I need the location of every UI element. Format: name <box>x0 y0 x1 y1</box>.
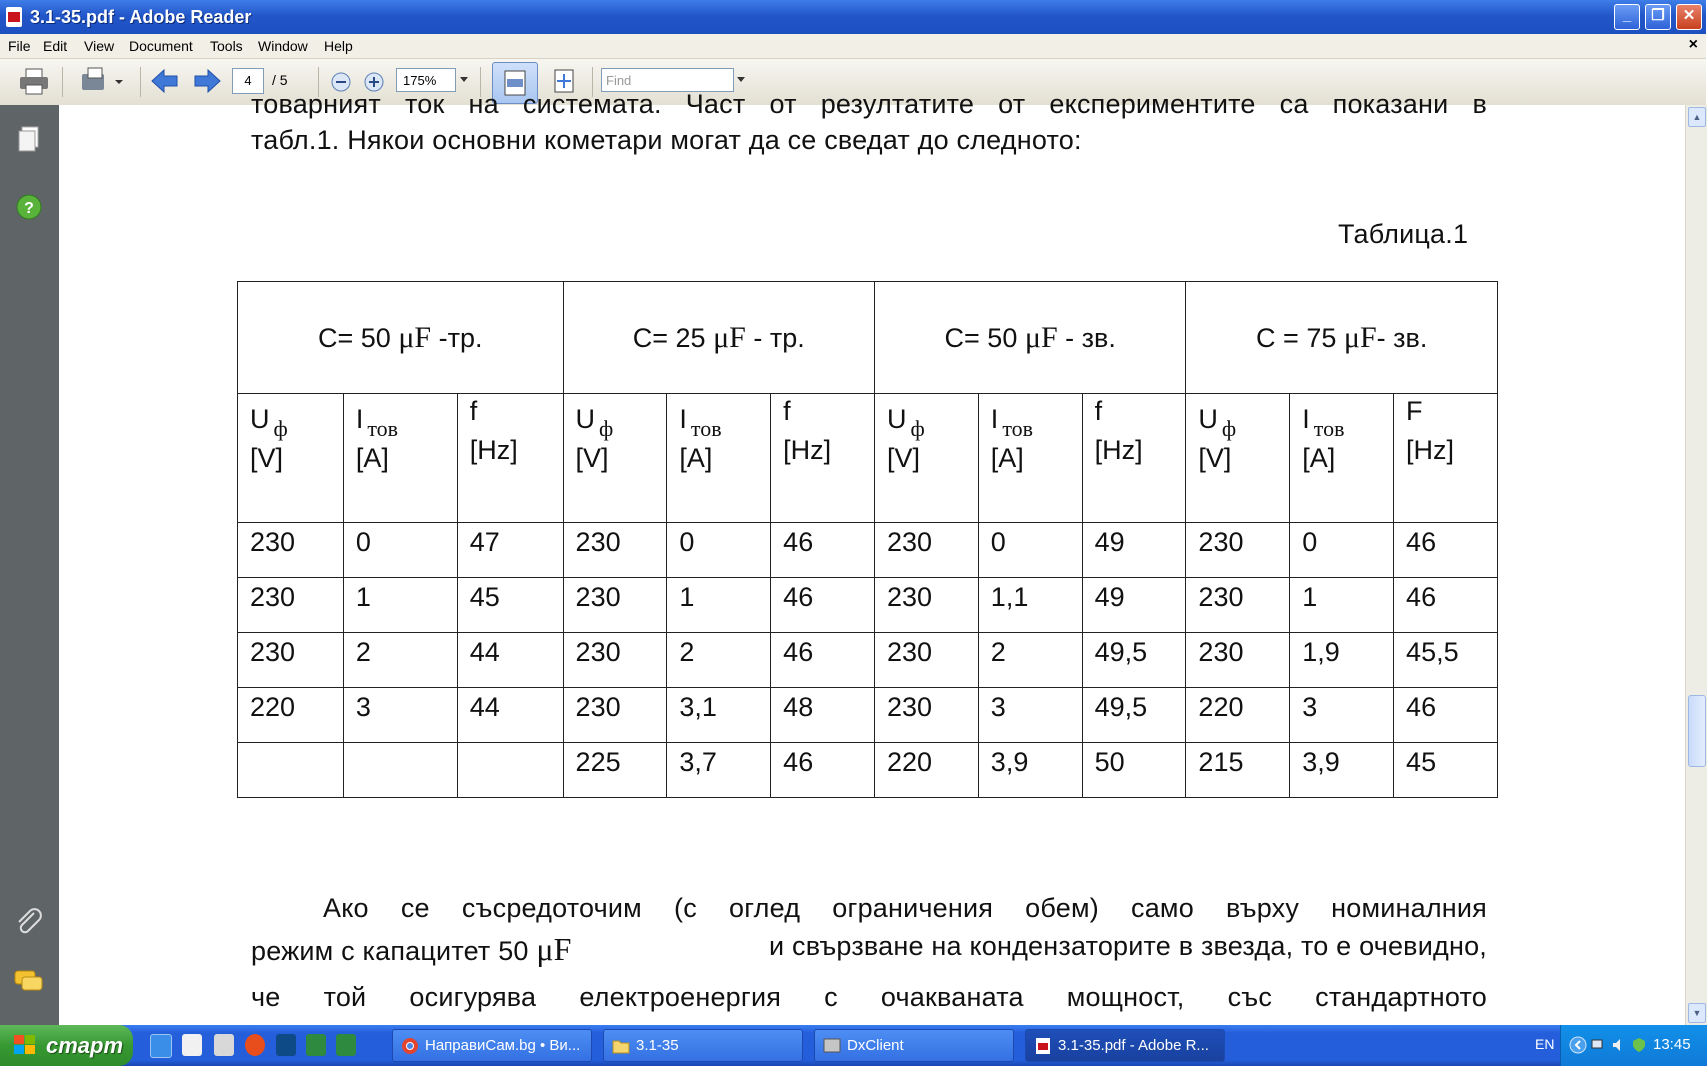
subheader-cell: I $_{тов}$ [A] <box>1290 394 1394 523</box>
table-cell: 230 <box>1186 523 1290 578</box>
table-cell: 3 <box>1290 688 1394 743</box>
table-cell: 230 <box>874 578 978 633</box>
table-cell: 46 <box>1394 688 1498 743</box>
table-row <box>238 743 1498 798</box>
scrollbar-thumb[interactable] <box>1688 695 1706 767</box>
subheader-cell: I $_{тов}$ [A] <box>343 394 457 523</box>
paragraph-line-1: Ако се съсредоточим (с оглед ограничения обем) само върху номиналния <box>323 893 1487 923</box>
menu-bar <box>0 34 1706 59</box>
table-row <box>238 523 1498 578</box>
previous-page-icon[interactable] <box>150 67 180 95</box>
taskbar-item-folder[interactable] <box>603 1029 803 1062</box>
menu-window[interactable]: Window <box>258 38 308 54</box>
folder-icon <box>612 1037 630 1055</box>
table-cell: 230 <box>1186 578 1290 633</box>
table-cell: 230 <box>238 633 344 688</box>
scroll-down-button[interactable]: ▼ <box>1688 1003 1706 1023</box>
table-cell: 1 <box>667 578 771 633</box>
subheader-cell: f [Hz] <box>1082 394 1186 523</box>
page-number-input[interactable]: 4 <box>232 68 264 94</box>
pages-icon[interactable] <box>16 125 42 155</box>
paragraph-line-2-start: режим с капацитет 50 μF <box>251 931 572 967</box>
vertical-scrollbar[interactable] <box>1685 105 1707 1025</box>
table-cell: 0 <box>343 523 457 578</box>
table-row <box>238 633 1498 688</box>
table-cell: 45,5 <box>1394 633 1498 688</box>
table-cell: 2 <box>978 633 1082 688</box>
title-bar <box>0 0 1706 34</box>
table-cell: 3,9 <box>978 743 1082 798</box>
table-group-header-row <box>238 282 1498 394</box>
table-cell: 230 <box>874 523 978 578</box>
table-cell: 44 <box>457 688 563 743</box>
table-cell: 46 <box>771 523 875 578</box>
table-cell: 230 <box>238 578 344 633</box>
table-cell: 2 <box>343 633 457 688</box>
subheader-cell: f [Hz] <box>457 394 563 523</box>
document-close-button[interactable]: × <box>1688 36 1698 53</box>
document-view[interactable] <box>59 89 1685 1025</box>
print-icon[interactable] <box>18 67 50 97</box>
table-cell: 44 <box>457 633 563 688</box>
taskbar <box>0 1025 1706 1066</box>
table-cell: 50 <box>1082 743 1186 798</box>
table-cell: 215 <box>1186 743 1290 798</box>
taskbar-item-label: 3.1-35.pdf - Adobe R... <box>1058 1037 1209 1054</box>
table-cell: 220 <box>238 688 344 743</box>
table-cell: 46 <box>771 578 875 633</box>
table-cell: 46 <box>1394 523 1498 578</box>
volume-icon[interactable] <box>1611 1037 1627 1053</box>
scroll-up-button[interactable]: ▲ <box>1688 107 1706 127</box>
table-cell: 47 <box>457 523 563 578</box>
paragraph-line-3: че той осигурява електроенергия с очакваната мощност, със стандартното <box>251 982 1487 1012</box>
chrome-icon <box>401 1037 419 1055</box>
page-total: / 5 <box>272 72 288 88</box>
restore-button[interactable]: ❐ <box>1645 4 1671 30</box>
table-cell: 45 <box>1394 743 1498 798</box>
paragraph-line-2-end: и свързване на кондензаторите в звезда, то е очевидно, <box>769 931 1487 961</box>
table-cell: 230 <box>238 523 344 578</box>
table-caption: Таблица.1 <box>1338 219 1469 249</box>
zoom-level-select[interactable]: 175% <box>396 68 456 92</box>
table-cell: 3,7 <box>667 743 771 798</box>
system-tray <box>1560 1025 1707 1066</box>
table-cell: 3 <box>978 688 1082 743</box>
table-cell: 0 <box>978 523 1082 578</box>
table-cell: 230 <box>563 523 667 578</box>
group-header: C= 50 μF -тр. <box>238 282 564 394</box>
table-cell: 230 <box>563 688 667 743</box>
taskbar-item-label: 3.1-35 <box>636 1037 679 1054</box>
table-subheader-row <box>238 394 1498 523</box>
table-cell: 230 <box>1186 633 1290 688</box>
table-cell: 230 <box>563 633 667 688</box>
zoom-dropdown-icon[interactable] <box>459 76 469 84</box>
find-input[interactable]: Find <box>601 68 734 92</box>
excel-icon[interactable] <box>336 1034 356 1056</box>
table-cell: 220 <box>1186 688 1290 743</box>
pdf-icon <box>1034 1037 1052 1055</box>
document-line-top: товарният ток на системата. Част от резултатите от експериментите са показани в <box>251 89 1487 119</box>
subheader-cell: U $_ф$ [V] <box>874 394 978 523</box>
menu-help[interactable]: Help <box>324 38 353 54</box>
security-icon[interactable] <box>1631 1037 1647 1053</box>
subheader-cell: U $_ф$ [V] <box>563 394 667 523</box>
table-cell: 46 <box>771 633 875 688</box>
table-cell: 48 <box>771 688 875 743</box>
table-cell: 45 <box>457 578 563 633</box>
group-header: C= 25 μF - тр. <box>563 282 874 394</box>
find-dropdown-icon[interactable] <box>736 76 746 84</box>
start-button[interactable] <box>0 1025 133 1066</box>
menu-document[interactable]: Document <box>129 38 193 54</box>
attachments-icon[interactable] <box>14 907 44 937</box>
window-title: 3.1-35.pdf - Adobe Reader <box>30 7 252 27</box>
table-cell: 230 <box>874 688 978 743</box>
subheader-cell: f [Hz] <box>771 394 875 523</box>
table-cell: 3,1 <box>667 688 771 743</box>
table-cell: 1 <box>343 578 457 633</box>
table-cell: 49,5 <box>1082 633 1186 688</box>
ie-icon[interactable] <box>150 1034 172 1058</box>
clock[interactable]: 13:45 <box>1653 1036 1691 1053</box>
network-icon[interactable] <box>1591 1037 1607 1053</box>
svg-text:?: ? <box>24 200 34 217</box>
excel-icon[interactable] <box>306 1034 326 1056</box>
taskbar-item-browser[interactable] <box>392 1029 592 1062</box>
minimize-button[interactable]: _ <box>1614 4 1640 30</box>
subheader-cell: I $_{тов}$ [A] <box>978 394 1082 523</box>
table-cell: 1,9 <box>1290 633 1394 688</box>
table-cell: 0 <box>667 523 771 578</box>
document-intro: табл.1. Някои основни кометари могат да се сведат до следното: <box>251 125 1082 155</box>
google-icon[interactable] <box>182 1034 202 1056</box>
subheader-cell: U $_ф$ [V] <box>238 394 344 523</box>
table-cell: 0 <box>1290 523 1394 578</box>
comments-icon[interactable] <box>13 967 45 995</box>
paragraph-line-2 <box>251 931 1487 968</box>
table-cell <box>238 743 344 798</box>
close-button[interactable]: ✕ <box>1676 4 1702 30</box>
table-cell: 220 <box>874 743 978 798</box>
help-icon[interactable] <box>15 193 43 221</box>
menu-edit[interactable]: Edit <box>43 38 68 54</box>
table-cell: 1,1 <box>978 578 1082 633</box>
table-cell <box>343 743 457 798</box>
table-cell: 3,9 <box>1290 743 1394 798</box>
language-indicator[interactable]: EN <box>1535 1036 1555 1052</box>
taskbar-item-adobe-reader[interactable] <box>1025 1029 1225 1062</box>
dxclient-icon <box>823 1037 841 1055</box>
menu-view[interactable]: View <box>84 38 115 54</box>
table-row <box>238 578 1498 633</box>
menu-file[interactable]: File <box>8 38 31 54</box>
group-header: C= 50 μF - зв. <box>874 282 1185 394</box>
notepad-icon[interactable] <box>214 1034 234 1056</box>
collaborate-icon[interactable] <box>78 66 124 98</box>
next-page-icon[interactable] <box>192 67 222 95</box>
data-table <box>237 281 1498 798</box>
subheader-cell: F [Hz] <box>1394 394 1498 523</box>
start-label: старт <box>46 1033 124 1058</box>
table-cell: 49,5 <box>1082 688 1186 743</box>
subheader-cell: I $_{тов}$ [A] <box>667 394 771 523</box>
windows-flag-icon <box>14 1035 36 1055</box>
subheader-cell: U $_ф$ [V] <box>1186 394 1290 523</box>
table-cell: 230 <box>874 633 978 688</box>
tray-expand-icon[interactable] <box>1569 1036 1587 1054</box>
table-cell: 49 <box>1082 578 1186 633</box>
menu-tools[interactable]: Tools <box>210 38 243 54</box>
table-cell: 2 <box>667 633 771 688</box>
taskbar-item-dxclient[interactable] <box>814 1029 1014 1062</box>
table-cell: 1 <box>1290 578 1394 633</box>
adobe-reader-icon <box>6 7 22 27</box>
table-cell: 46 <box>1394 578 1498 633</box>
group-header: C = 75 μF- зв. <box>1186 282 1498 394</box>
table-cell: 46 <box>771 743 875 798</box>
navigation-panel <box>0 105 59 1025</box>
photoshop-icon[interactable] <box>276 1034 296 1056</box>
table-cell: 225 <box>563 743 667 798</box>
table-cell: 3 <box>343 688 457 743</box>
table-cell: 49 <box>1082 523 1186 578</box>
table-cell <box>457 743 563 798</box>
table-cell: 230 <box>563 578 667 633</box>
taskbar-item-label: DxClient <box>847 1037 904 1054</box>
taskbar-item-label: НаправиСам.bg • Ви... <box>425 1037 581 1054</box>
table-row <box>238 688 1498 743</box>
media-icon[interactable] <box>245 1034 265 1056</box>
